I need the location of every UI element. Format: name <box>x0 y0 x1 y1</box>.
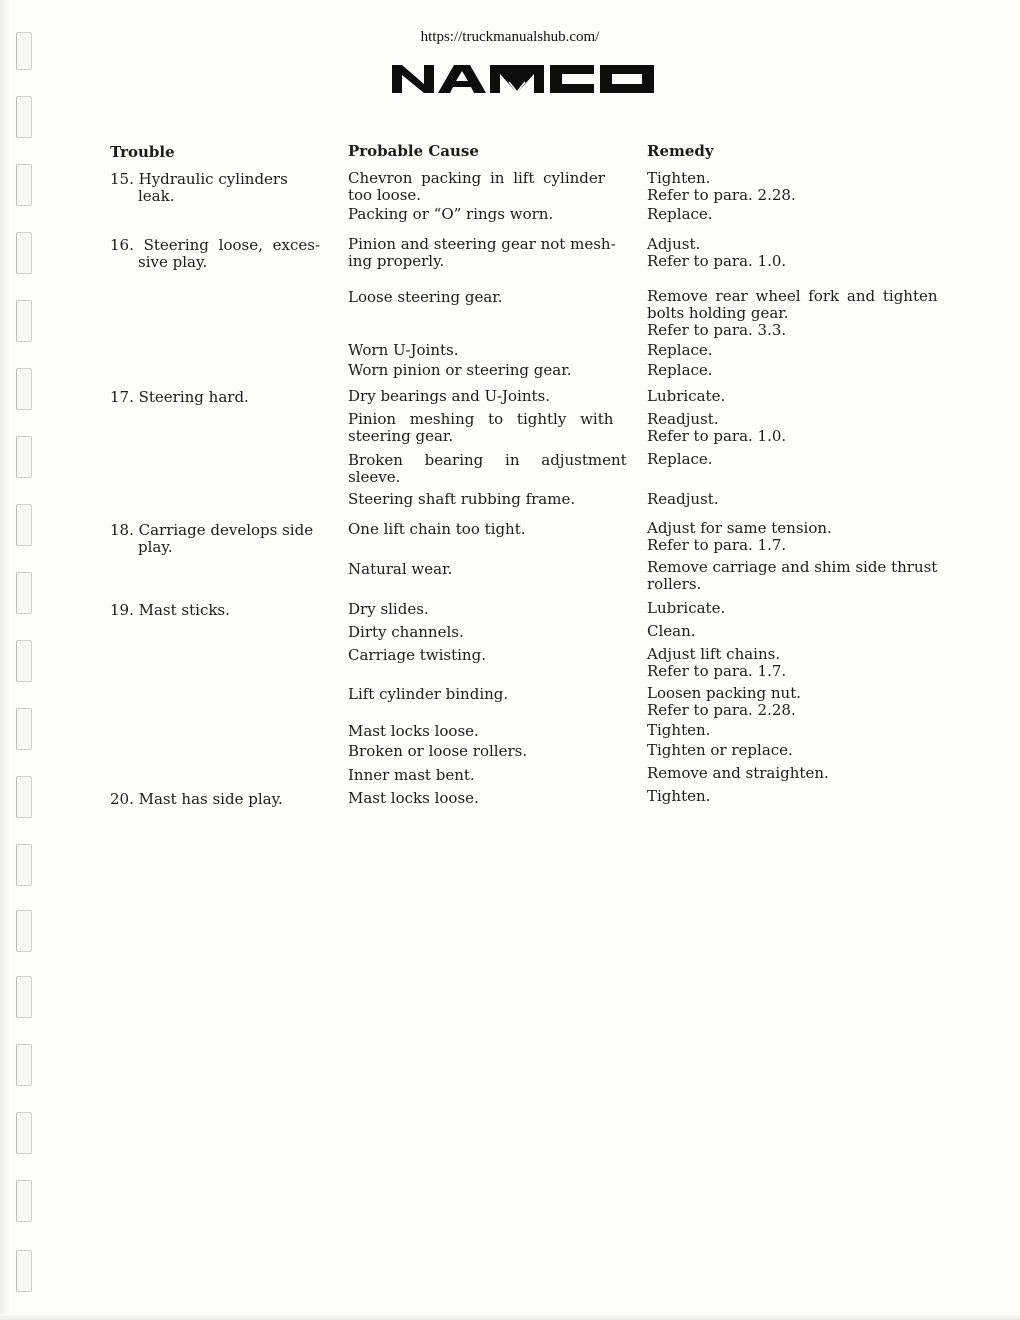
cause-line: too loose. <box>348 186 422 204</box>
remedy-text: Tighten. <box>647 721 711 739</box>
remedy-line: Refer to para. 1.0. <box>647 427 787 445</box>
cause-text: Loose steering gear. <box>348 288 503 306</box>
binding-hole <box>16 164 32 206</box>
remedy-line: Refer to para. 3.3. <box>647 321 787 339</box>
remedy-text <box>647 170 796 204</box>
cause-text: Worn pinion or steering gear. <box>348 361 572 379</box>
remedy-line: Tighten. <box>647 169 711 187</box>
binding-holes <box>14 0 34 1320</box>
remedy-text: Lubricate. <box>647 599 726 617</box>
remedy-line: Refer to para. 1.7. <box>647 662 787 680</box>
cause-text: Mast locks loose. <box>348 789 479 807</box>
remedy-line: Adjust lift chains. <box>647 645 781 663</box>
binding-hole <box>16 300 32 342</box>
binding-hole <box>16 96 32 138</box>
trouble-text: 20. Mast has side play. <box>110 790 283 808</box>
trouble-item <box>110 171 317 205</box>
trouble-line-justified <box>110 171 317 188</box>
remedy-text <box>647 288 938 339</box>
cause-text: Carriage twisting. <box>348 646 486 664</box>
cause-text: One lift chain too tight. <box>348 520 526 538</box>
remedy-line: bolts holding gear. <box>647 304 789 322</box>
trouble-item <box>110 522 313 556</box>
binding-hole <box>16 368 32 410</box>
cause-text: Mast locks loose. <box>348 722 479 740</box>
cause-text <box>348 236 616 270</box>
trouble-text: 17. Steering hard. <box>110 388 249 406</box>
binding-hole <box>16 1180 32 1222</box>
cause-line: ing properly. <box>348 252 445 270</box>
cause-line: Broken bearing in adjustment <box>348 451 627 469</box>
cause-text: Dry slides. <box>348 600 429 618</box>
binding-hole <box>16 976 32 1018</box>
page-edge-shadow <box>0 0 10 1320</box>
cause-text: Broken or loose rollers. <box>348 742 528 760</box>
binding-hole <box>16 776 32 818</box>
remedy-text <box>647 411 786 445</box>
trouble-text: 15. Hydraulic cylinders <box>110 170 288 188</box>
remedy-text: Replace. <box>647 361 713 379</box>
cause-text: Steering shaft rubbing frame. <box>348 490 576 508</box>
binding-hole <box>16 1044 32 1086</box>
binding-hole <box>16 844 32 886</box>
header-trouble: Trouble <box>110 143 175 161</box>
remedy-line: Adjust. <box>647 235 701 253</box>
binding-hole <box>16 910 32 952</box>
binding-hole <box>16 1250 32 1292</box>
cause-line: Chevron packing in lift cylinder <box>348 169 605 187</box>
trouble-text: 16. Steering loose, exces- <box>110 236 321 254</box>
trouble-text: leak. <box>138 187 175 205</box>
cause-line: sleeve. <box>348 468 401 486</box>
header-remedy: Remedy <box>647 142 714 160</box>
header-probable-cause: Probable Cause <box>348 142 479 160</box>
trouble-text: 19. Mast sticks. <box>110 601 230 619</box>
remedy-text <box>647 236 786 270</box>
cause-text: Dirty channels. <box>348 623 464 641</box>
cause-text: Dry bearings and U-Joints. <box>348 387 550 405</box>
binding-hole <box>16 640 32 682</box>
cause-text: Worn U-Joints. <box>348 341 459 359</box>
remedy-line: rollers. <box>647 575 702 593</box>
cause-text <box>348 411 613 445</box>
remedy-text <box>647 646 786 680</box>
remedy-text: Readjust. <box>647 490 719 508</box>
trouble-text: play. <box>138 538 173 556</box>
remedy-text: Replace. <box>647 450 713 468</box>
source-url: https://truckmanualshub.com/ <box>420 29 600 45</box>
trouble-text: 18. Carriage develops side <box>110 521 314 539</box>
remedy-text <box>647 520 832 554</box>
remedy-text: Remove and straighten. <box>647 764 829 782</box>
remedy-text <box>647 685 801 719</box>
trouble-text: sive play. <box>138 253 208 271</box>
cause-text: Inner mast bent. <box>348 766 475 784</box>
binding-hole <box>16 504 32 546</box>
remedy-line: Remove carriage and shim side thrust <box>647 558 938 576</box>
remedy-line: Readjust. <box>647 410 719 428</box>
remedy-line: Refer to para. 1.7. <box>647 536 787 554</box>
cause-text: Natural wear. <box>348 560 453 578</box>
remedy-line: Adjust for same tension. <box>647 519 832 537</box>
namco-logo <box>392 64 654 94</box>
remedy-text: Clean. <box>647 622 696 640</box>
cause-text: Lift cylinder binding. <box>348 685 509 703</box>
binding-hole <box>16 572 32 614</box>
remedy-line: Refer to para. 2.28. <box>647 701 796 719</box>
binding-hole <box>16 708 32 750</box>
remedy-line: Loosen packing nut. <box>647 684 802 702</box>
remedy-line: Refer to para. 2.28. <box>647 186 796 204</box>
remedy-text: Replace. <box>647 341 713 359</box>
cause-line: steering gear. <box>348 427 454 445</box>
cause-line: Pinion meshing to tightly with <box>348 410 614 428</box>
cause-text <box>348 452 627 486</box>
remedy-text: Replace. <box>647 205 713 223</box>
binding-hole <box>16 232 32 274</box>
cause-line: Pinion and steering gear not mesh- <box>348 235 616 253</box>
remedy-line: Remove rear wheel fork and tighten <box>647 287 938 305</box>
remedy-text: Tighten. <box>647 787 711 805</box>
trouble-item <box>110 237 320 271</box>
remedy-text: Tighten or replace. <box>647 741 793 759</box>
binding-hole <box>16 436 32 478</box>
cause-text <box>348 170 615 204</box>
remedy-text <box>647 559 937 593</box>
remedy-line: Refer to para. 1.0. <box>647 252 787 270</box>
page-bottom-edge <box>0 1314 1020 1320</box>
binding-hole <box>16 1112 32 1154</box>
remedy-text: Lubricate. <box>647 387 726 405</box>
cause-text: Packing or “O” rings worn. <box>348 205 554 223</box>
